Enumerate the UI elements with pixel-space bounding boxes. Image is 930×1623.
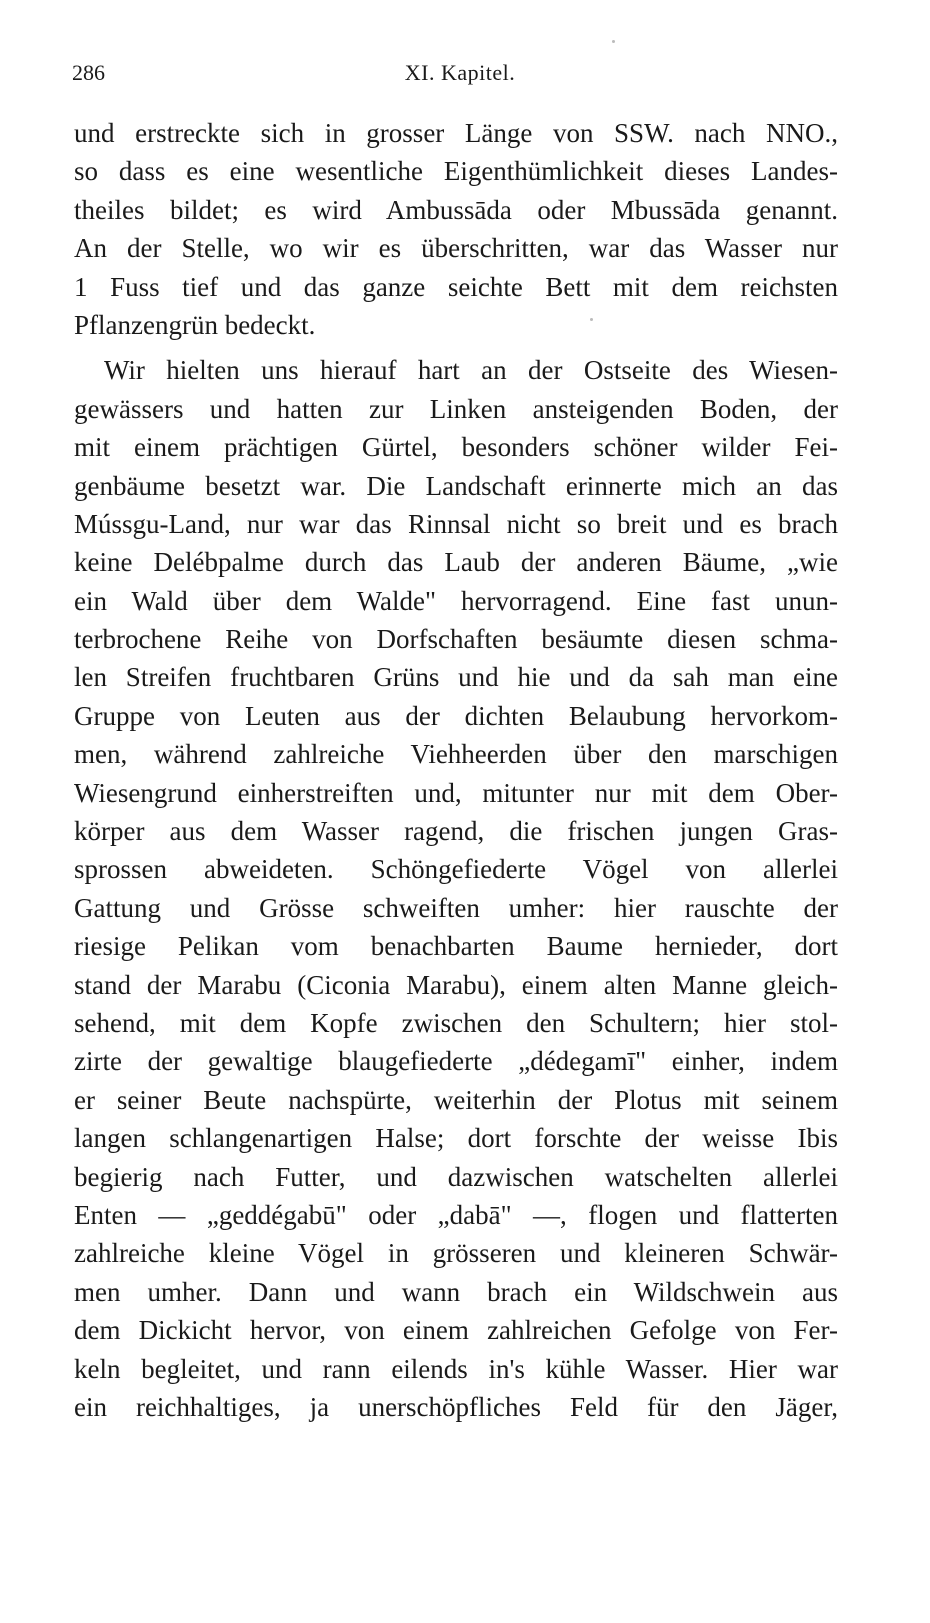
body-text: [74, 114, 838, 1426]
text-line: genbäume besetzt war. Die Landschaft erinnerte mich an das: [74, 470, 838, 501]
text-line: Wir hielten uns hierauf hart an der Ostseite des Wiesen-: [104, 355, 838, 386]
text-line: stand der Marabu (Ciconia Marabu), einem alten Manne gleich-: [74, 969, 838, 1000]
text-line: len Streifen fruchtbaren Grüns und hie und da sah man eine: [74, 662, 838, 693]
paragraph: [74, 351, 838, 1426]
text-line: körper aus dem Wasser ragend, die frischen jungen Gras-: [74, 816, 838, 847]
paragraph: [74, 114, 838, 344]
paragraph-gap: [74, 344, 838, 351]
chapter-title: XI. Kapitel.: [404, 60, 516, 85]
text-line: dem Dickicht hervor, von einem zahlreichen Gefolge von Fer-: [74, 1315, 838, 1346]
text-line: zirte der gewaltige blaugefiederte „dédegamī" einher, indem: [74, 1046, 838, 1077]
text-line: men umher. Dann und wann brach ein Wildschwein aus: [74, 1276, 838, 1307]
text-line: zahlreiche kleine Vögel in grösseren und kleineren Schwär-: [74, 1238, 838, 1269]
text-line: riesige Pelikan vom benachbarten Baume hernieder, dort: [74, 931, 838, 962]
text-line: 1 Fuss tief und das ganze seichte Bett mit dem reichsten: [74, 271, 838, 302]
text-line: er seiner Beute nachspürte, weiterhin der Plotus mit seinem: [74, 1084, 838, 1115]
text-line: ein Wald über dem Walde" hervorragend. Eine fast unun-: [74, 585, 838, 616]
text-line: begierig nach Futter, und dazwischen watschelten allerlei: [74, 1161, 838, 1192]
text-line: An der Stelle, wo wir es überschritten, war das Wasser nur: [74, 233, 838, 264]
text-line: terbrochene Reihe von Dorfschaften besäumte diesen schma-: [74, 624, 838, 655]
text-line: Gruppe von Leuten aus der dichten Belaubung hervorkom-: [74, 700, 838, 731]
text-line: ein reichhaltiges, ja unerschöpfliches Feld für den Jäger,: [74, 1391, 838, 1422]
text-line: sprossen abweideten. Schöngefiederte Vögel von allerlei: [74, 854, 838, 885]
text-line: Wiesengrund einherstreiften und, mitunter nur mit dem Ober-: [74, 777, 838, 808]
text-line: Gattung und Grösse schweiften umher: hier rauschte der: [74, 892, 838, 923]
text-line: sehend, mit dem Kopfe zwischen den Schultern; hier stol-: [74, 1007, 838, 1038]
text-line: Enten — „geddégabū" oder „dabā" —, flogen und flatterten: [74, 1199, 838, 1230]
text-line: mit einem prächtigen Gürtel, besonders schöner wilder Fei-: [74, 432, 838, 463]
text-line: so dass es eine wesentliche Eigenthümlichkeit dieses Landes-: [74, 156, 838, 187]
speck-mark: [612, 40, 615, 43]
text-line: Mússgu-Land, nur war das Rinnsal nicht so breit und es brach: [74, 508, 838, 539]
text-line: keln begleitet, und rann eilends in's kühle Wasser. Hier war: [74, 1353, 838, 1384]
running-head: [72, 60, 848, 92]
text-line: keine Delébpalme durch das Laub der anderen Bäume, „wie: [74, 547, 838, 578]
text-line: men, während zahlreiche Viehheerden über den marschigen: [74, 739, 838, 770]
text-line: Pflanzengrün bedeckt.: [74, 309, 316, 340]
page-number: 286: [72, 60, 105, 85]
text-line: langen schlangenartigen Halse; dort forschte der weisse Ibis: [74, 1123, 838, 1154]
text-line: und erstreckte sich in grosser Länge von SSW. nach NNO.,: [74, 118, 838, 148]
text-line: gewässers und hatten zur Linken ansteigenden Boden, der: [74, 393, 838, 424]
text-line: theiles bildet; es wird Ambussāda oder Mbussāda genannt.: [74, 194, 838, 225]
